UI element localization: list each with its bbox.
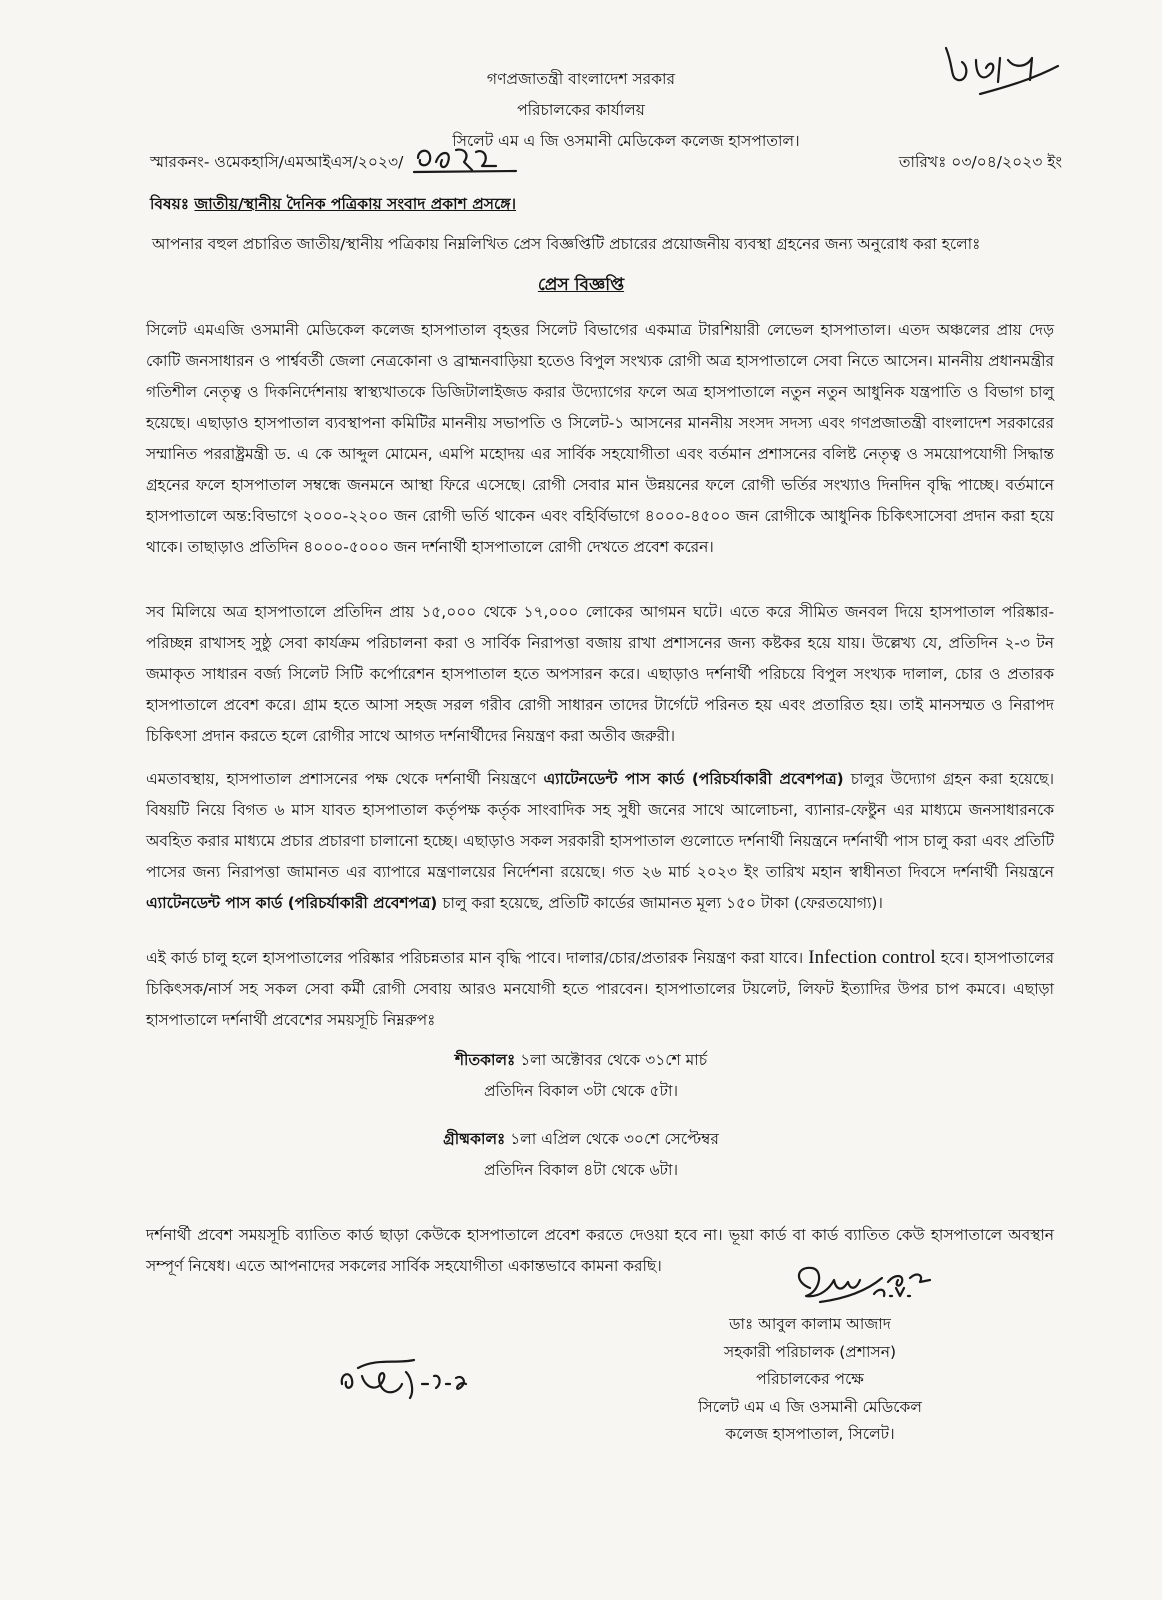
letterhead bbox=[0, 64, 1162, 157]
paragraph-1: সিলেট এমএজি ওসমানী মেডিকেল কলেজ হাসপাতাল বৃহত্তর সিলেট বিভাগের একমাত্র টারশিয়ারী লেভেল হাসপাতাল। এতদ অঞ্চলের প্রায় দেড় কোটি জনসাধারন ও পার্শ্ববর্তী জেলা নেত্রকোনা ও ব্রাহ্মনবাড়িয়া হতেও বিপুল সংখ্যক রোগী অত্র হাসপাতালে সেবা নিতে আসেন। মাননীয় প্রধানমন্ত্রীর গতিশীল নেতৃত্ব ও দিকনির্দেশনায় স্বাস্থ্যখাতকে ডিজিটালাইজড করার উদ্যোগের ফলে অত্র হাসপাতালে নতুন নতুন আধুনিক যন্ত্রপাতি ও বিভাগ চালু হয়েছে। এছাড়াও হাসপাতাল ব্যবস্থাপনা কমিটির মাননীয় সভাপতি ও সিলেট-১ আসনের মাননীয় সংসদ সদস্য এবং গণপ্রজাতন্ত্রী বাংলাদেশ সরকারের সম্মানিত পররাষ্ট্রমন্ত্রী ড. এ কে আব্দুল মোমেন, এমপি মহোদয় এর সার্বিক সহযোগীতা এবং বর্তমান প্রশাসনের বলিষ্ট নেতৃত্ব ও সময়োপযোগী সিদ্ধান্ত গ্রহনের ফলে হাসপাতাল সম্বন্ধে জনমনে আস্থা ফিরে এসেছে। রোগী সেবার মান উন্নয়নের ফলে রোগী ভর্তির সংখ্যাও দিনদিন বৃদ্ধি পাচ্ছে। বর্তমানে হাসপাতালে অন্ত:বিভাগে ২০০০-২২০০ জন রোগী ভর্তি থাকেন এবং বহির্বিভাগে ৪০০০-৪৫০০ জন রোগীকে আধুনিক চিকিৎসাসেবা প্রদান করা হয়ে থাকে। তাছাড়াও প্রতিদিন ৪০০০-৫০০০ জন দর্শনার্থী হাসপাতালে রোগী দেখতে প্রবেশ করেন। bbox=[146, 321, 1054, 556]
winter-schedule bbox=[0, 1045, 1162, 1107]
summer-label: গ্রীষ্মকালঃ bbox=[443, 1130, 506, 1148]
paragraph-5: দর্শনার্থী প্রবেশ সময়সূচি ব্যাতিত কার্ড ছাড়া কেউকে হাসপাতালে প্রবেশ করতে দেওয়া হবে না। ভূয়া কার্ড বা কার্ড ব্যাতিত কেউ হাসপাতালে অবস্থান সম্পূর্ণ নিষেধ। এতে আপনাদের সকলের সার্বিক সহযোগীতা একান্তভাবে কামনা করছি। bbox=[146, 1226, 1054, 1275]
summer-schedule bbox=[0, 1124, 1162, 1186]
memo-date: তারিখঃ ০৩/০৪/২০২৩ ইং bbox=[898, 153, 1062, 171]
summer-period: ১লা এপ্রিল থেকে ৩০শে সেপ্টেম্বর bbox=[505, 1130, 719, 1148]
paragraph-3-part-c: চালুর উদ্যোগ গ্রহন করা হয়েছে। বিষয়টি নিয়ে বিগত ৬ মাস যাবত হাসপাতাল কর্তৃপক্ষ কর্তৃক সাংবাদিক সহ সুধী জনের সাথে আলোচনা, ব্যানার-ফেষ্টুন এর মাধ্যমে জনসাধারনকে অবহিত করার মাধ্যমে প্রচার প্রচারণা চালানো হচ্ছে। এছাড়াও সকল সরকারী হাসপাতাল গুলোতে দর্শনার্থী নিয়ন্ত্রনে দর্শনার্থী পাস চালু করা এবং প্রতিটি পাসের জন্য নিরাপত্তা জামানত এর ব্যাপারে মন্ত্রণালয়ের নির্দেশনা রয়েছে। গত ২৬ মার্চ ২০২৩ ইং তারিখ মহান স্বাধীনতা দিবসে দর্শনার্থী নিয়ন্ত্রনে bbox=[146, 770, 1054, 881]
signature-block bbox=[660, 1311, 960, 1449]
on-behalf-text: পরিচালকের পক্ষে bbox=[756, 1370, 864, 1388]
press-release-title: প্রেস বিজ্ঞপ্তি bbox=[537, 275, 625, 295]
signatory-designation: সহকারী পরিচালক (প্রশাসন) bbox=[723, 1342, 897, 1361]
signatory-org-line-1: সিলেট এম এ জি ওসমানী মেডিকেল bbox=[698, 1397, 922, 1416]
subject-label: বিষয়ঃ bbox=[150, 195, 190, 213]
infection-control-text: Infection control bbox=[808, 947, 936, 968]
paragraph-3-part-a: এমতাবস্থায়, হাসপাতাল প্রশাসনের পক্ষ থেকে দর্শনার্থী নিয়ন্ত্রণে bbox=[146, 770, 544, 788]
summer-time: প্রতিদিন বিকাল ৪টা থেকে ৬টা। bbox=[483, 1161, 679, 1179]
hospital-name: সিলেট এম এ জি ওসমানী মেডিকেল কলেজ হাসপাতাল। bbox=[452, 132, 800, 150]
handwritten-signature bbox=[790, 1258, 940, 1314]
attendant-pass-card-text: এ্যাটেনডেন্ট পাস কার্ড (পরিচর্যাকারী প্রবেশপত্র) bbox=[543, 770, 844, 788]
subject-text: জাতীয়/স্থানীয় দৈনিক পত্রিকায় সংবাদ প্রকাশ প্রসঙ্গে। bbox=[194, 195, 517, 213]
office-name: পরিচালকের কার্যালয় bbox=[517, 101, 645, 119]
winter-label: শীতকালঃ bbox=[454, 1051, 516, 1069]
handwritten-initials bbox=[336, 1354, 476, 1406]
signatory-name: ডাঃ আবুল কালাম আজাদ bbox=[729, 1315, 891, 1333]
paragraph-2: সব মিলিয়ে অত্র হাসপাতালে প্রতিদিন প্রায় ১৫,০০০ থেকে ১৭,০০০ লোকের আগমন ঘটে। এতে করে সীমিত জনবল দিয়ে হাসপাতাল পরিষ্কার-পরিচ্ছন্ন রাখাসহ সুষ্ঠু সেবা কার্যক্রম পরিচালনা করা ও সার্বিক নিরাপত্তা বজায় রাখা প্রশাসনের জন্য কষ্টকর হয়ে যায়। উল্লেখ্য যে, প্রতিদিন ২-৩ টন জমাকৃত সাধারন বর্জ্য সিলেট সিটি কর্পোরেশন হাসপাতাল হতে অপসারন করে। এছাড়াও দর্শনার্থী পরিচয়ে বিপুল সংখ্যক দালাল, চোর ও প্রতারক হাসপাতালে প্রবেশ করে। গ্রাম হতে আসা সহজ সরল গরীব রোগী সাধারন তাদের টার্গেটে পরিনত হয় এবং প্রতারিত হয়। তাই মানসম্মত ও নিরাপদ চিকিৎসা প্রদান করতে হলে রোগীর সাথে আগত দর্শনার্থীদের নিয়ন্ত্রণ করা অতীব জরুরী। bbox=[146, 603, 1054, 745]
memo-reference: স্মারকনং- ওমেকহাসি/এমআইএস/২০২৩/ bbox=[150, 153, 404, 171]
request-line: আপনার বহুল প্রচারিত জাতীয়/স্থানীয় পত্রিকায় নিম্নলিখিত প্রেস বিজ্ঞপ্তিটি প্রচারের প্রয়োজনীয় ব্যবস্থা গ্রহনের জন্য অনুরোধ করা হলোঃ bbox=[152, 235, 981, 253]
handwritten-reference-number bbox=[412, 140, 522, 176]
memo-line bbox=[150, 146, 1062, 178]
paragraph-3-part-e: চালু করা হয়েছে, প্রতিটি কার্ডের জামানত মূল্য ১৫০ টাকা (ফেরতযোগ্য)। bbox=[437, 894, 883, 912]
subject-line bbox=[150, 192, 516, 218]
winter-period: ১লা অক্টোবর থেকে ৩১শে মার্চ bbox=[515, 1051, 708, 1069]
signatory-org-line-2: কলেজ হাসপাতাল, সিলেট। bbox=[725, 1425, 895, 1443]
attendant-pass-card-text-2: এ্যাটেনডেন্ট পাস কার্ড (পরিচর্যাকারী প্রবেশপত্র) bbox=[146, 894, 438, 912]
paragraph-4-part-a: এই কার্ড চালু হলে হাসপাতালের পরিষ্কার পরিচন্নতার মান বৃদ্ধি পাবে। দালার/চোর/প্রতারক নিয়ন্ত্রণ করা যাবে। bbox=[146, 949, 809, 967]
winter-time: প্রতিদিন বিকাল ৩টা থেকে ৫টা। bbox=[483, 1082, 679, 1100]
paragraph-3 bbox=[146, 764, 1054, 919]
paragraph-4 bbox=[146, 942, 1054, 1036]
govt-name: গণপ্রজাতন্ত্রী বাংলাদেশ সরকার bbox=[486, 70, 676, 88]
paragraph-4-part-b: হবে। হাসপাতালের চিকিৎসক/নার্স সহ সকল সেবা কর্মী রোগী সেবায় আরও মনযোগী হতে পারবেন। হাসপাতালের টয়লেট, লিফট ইত্যাদির উপর চাপ কমবে। এছাড়া হাসপাতালে দর্শনার্থী প্রবেশের সময়সূচি নিম্নরুপঃ bbox=[146, 949, 1055, 1029]
